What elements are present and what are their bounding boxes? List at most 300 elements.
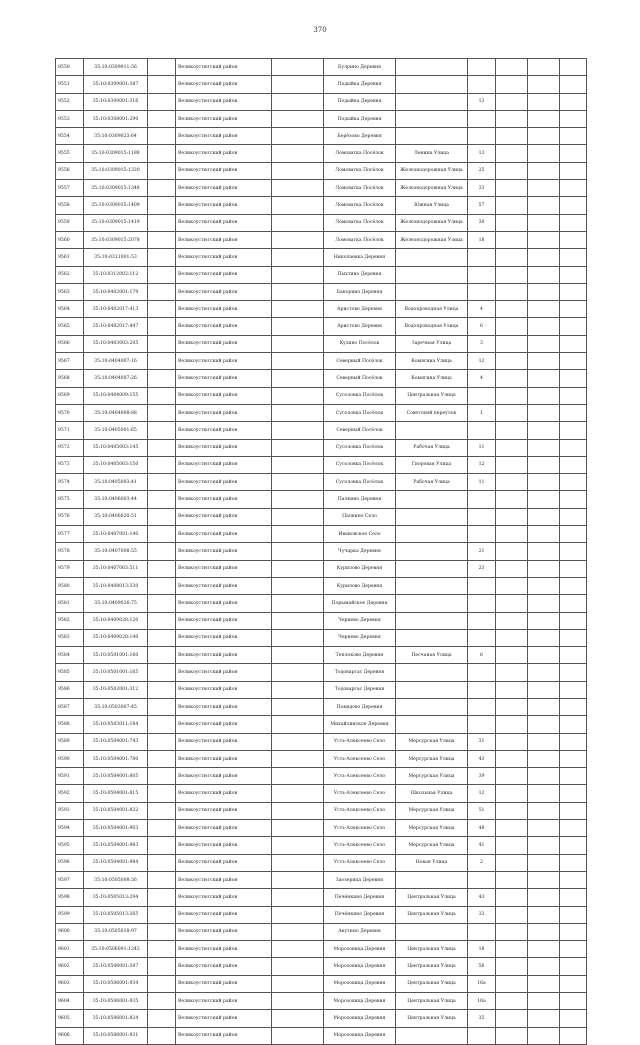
- empty-cell: [560, 733, 587, 750]
- empty-cell: [528, 353, 560, 370]
- empty-cell: [496, 733, 528, 750]
- empty-cell: [496, 543, 528, 560]
- district: Великоустюгский район: [176, 422, 272, 439]
- street: Комягина Улица: [396, 370, 468, 387]
- street: Гиоровая Улица: [396, 456, 468, 473]
- district: Великоустюгский район: [176, 162, 272, 179]
- empty-cell: [496, 560, 528, 577]
- empty-cell: [528, 837, 560, 854]
- house-number: [468, 491, 496, 508]
- empty-cell: [528, 802, 560, 819]
- district: Великоустюгский район: [176, 180, 272, 197]
- street: Заречная Улица: [396, 335, 468, 352]
- empty-cell: [496, 474, 528, 491]
- empty-cell: [496, 698, 528, 715]
- empty-cell: [148, 647, 176, 664]
- empty-cell: [528, 266, 560, 283]
- empty-cell: [528, 993, 560, 1010]
- table-row: [56, 820, 587, 837]
- row-number: 9571: [56, 422, 84, 439]
- house-number: [468, 698, 496, 715]
- empty-cell: [148, 456, 176, 473]
- row-number: 9564: [56, 301, 84, 318]
- empty-cell: [148, 439, 176, 456]
- empty-cell: [496, 716, 528, 733]
- empty-cell: [148, 733, 176, 750]
- street: Центральная Улица: [396, 958, 468, 975]
- settlement: Пыхтино Деревня: [324, 266, 396, 283]
- row-number: 9587: [56, 698, 84, 715]
- empty-cell: [272, 456, 324, 473]
- empty-cell: [528, 162, 560, 179]
- house-number: 51: [468, 802, 496, 819]
- empty-cell: [560, 180, 587, 197]
- empty-cell: [528, 283, 560, 300]
- settlement: Сусоловка Посёлок: [324, 439, 396, 456]
- empty-cell: [148, 353, 176, 370]
- empty-cell: [148, 162, 176, 179]
- empty-cell: [560, 93, 587, 110]
- empty-cell: [272, 595, 324, 612]
- empty-cell: [528, 923, 560, 940]
- cadastral-number: 35:10:0309015:1320: [84, 162, 148, 179]
- street: [396, 422, 468, 439]
- table-row: [56, 1027, 587, 1044]
- empty-cell: [148, 958, 176, 975]
- settlement: Бакорино Деревня: [324, 283, 396, 300]
- street: [396, 266, 468, 283]
- house-number: [468, 1027, 496, 1044]
- house-number: 11: [468, 474, 496, 491]
- house-number: [468, 871, 496, 888]
- cadastral-number: 35:10:0504001:984: [84, 854, 148, 871]
- empty-cell: [496, 802, 528, 819]
- empty-cell: [272, 906, 324, 923]
- district: Великоустюгский район: [176, 560, 272, 577]
- district: Великоустюгский район: [176, 993, 272, 1010]
- empty-cell: [560, 577, 587, 594]
- row-number: 9563: [56, 283, 84, 300]
- empty-cell: [148, 802, 176, 819]
- empty-cell: [560, 456, 587, 473]
- street: Центральная Улица: [396, 906, 468, 923]
- row-number: 9600: [56, 923, 84, 940]
- house-number: 18: [468, 941, 496, 958]
- house-number: [468, 110, 496, 127]
- table-row: [56, 318, 587, 335]
- house-number: 35: [468, 1010, 496, 1027]
- street: [396, 491, 468, 508]
- table-row: [56, 733, 587, 750]
- empty-cell: [148, 249, 176, 266]
- house-number: 12: [468, 456, 496, 473]
- table-row: [56, 335, 587, 352]
- house-number: 12: [468, 785, 496, 802]
- empty-cell: [528, 439, 560, 456]
- empty-cell: [496, 301, 528, 318]
- settlement: Николаевка Деревня: [324, 249, 396, 266]
- empty-cell: [148, 629, 176, 646]
- table-row: [56, 941, 587, 958]
- district: Великоустюгский район: [176, 283, 272, 300]
- table-row: [56, 854, 587, 871]
- settlement: Ломоватка Посёлок: [324, 231, 396, 248]
- cadastral-number: 35:10:0505008:56: [84, 871, 148, 888]
- empty-cell: [272, 768, 324, 785]
- district: Великоустюгский район: [176, 543, 272, 560]
- row-number: 9580: [56, 577, 84, 594]
- empty-cell: [496, 387, 528, 404]
- settlement: Порымайское Деревня: [324, 595, 396, 612]
- empty-cell: [148, 664, 176, 681]
- district: Великоустюгский район: [176, 404, 272, 421]
- empty-cell: [560, 543, 587, 560]
- street: [396, 681, 468, 698]
- empty-cell: [560, 941, 587, 958]
- district: Великоустюгский район: [176, 733, 272, 750]
- cadastral-number: 35:10:0504001:903: [84, 820, 148, 837]
- cadastral-number: 35:10:0505013:265: [84, 906, 148, 923]
- street: Железнодорожная Улица: [396, 214, 468, 231]
- table-row: [56, 283, 587, 300]
- row-number: 9584: [56, 647, 84, 664]
- empty-cell: [528, 145, 560, 162]
- settlement: Теплоково Деревня: [324, 647, 396, 664]
- street: Железнодорожная Улица: [396, 180, 468, 197]
- street: [396, 76, 468, 93]
- empty-cell: [528, 491, 560, 508]
- table-row: [56, 923, 587, 940]
- district: Великоустюгский район: [176, 318, 272, 335]
- empty-cell: [560, 301, 587, 318]
- house-number: [468, 283, 496, 300]
- settlement: Подыйка Деревня: [324, 93, 396, 110]
- empty-cell: [560, 145, 587, 162]
- empty-cell: [272, 716, 324, 733]
- empty-cell: [272, 301, 324, 318]
- empty-cell: [560, 768, 587, 785]
- cadastral-number: 35:10:0504001:805: [84, 768, 148, 785]
- house-number: 30: [468, 214, 496, 231]
- empty-cell: [272, 59, 324, 76]
- empty-cell: [272, 993, 324, 1010]
- empty-cell: [272, 889, 324, 906]
- street: [396, 526, 468, 543]
- district: Великоустюгский район: [176, 750, 272, 767]
- district: Великоустюгский район: [176, 802, 272, 819]
- cadastral-number: 35:10:0506001:931: [84, 1027, 148, 1044]
- district: Великоустюгский район: [176, 231, 272, 248]
- empty-cell: [560, 76, 587, 93]
- district: Великоустюгский район: [176, 629, 272, 646]
- settlement: Морозовица Деревня: [324, 1010, 396, 1027]
- table-row: [56, 266, 587, 283]
- empty-cell: [272, 283, 324, 300]
- house-number: 33: [468, 180, 496, 197]
- district: Великоустюгский район: [176, 439, 272, 456]
- empty-cell: [148, 560, 176, 577]
- row-number: 9550: [56, 59, 84, 76]
- table-row: [56, 889, 587, 906]
- empty-cell: [496, 231, 528, 248]
- table-row: [56, 180, 587, 197]
- district: Великоустюгский район: [176, 301, 272, 318]
- empty-cell: [560, 335, 587, 352]
- row-number: 9568: [56, 370, 84, 387]
- house-number: 23: [468, 560, 496, 577]
- table-row: [56, 145, 587, 162]
- registry-table: [55, 58, 587, 1045]
- empty-cell: [528, 249, 560, 266]
- empty-cell: [272, 76, 324, 93]
- settlement: Тодоваргас Деревня: [324, 681, 396, 698]
- table-row: [56, 871, 587, 888]
- district: Великоустюгский район: [176, 508, 272, 525]
- empty-cell: [560, 422, 587, 439]
- table-row: [56, 768, 587, 785]
- empty-cell: [560, 889, 587, 906]
- empty-cell: [148, 1010, 176, 1027]
- cadastral-number: 35:10:0506001:1243: [84, 941, 148, 958]
- empty-cell: [148, 180, 176, 197]
- row-number: 9576: [56, 508, 84, 525]
- empty-cell: [560, 59, 587, 76]
- row-number: 9595: [56, 837, 84, 854]
- settlement: Кузино Посёлок: [324, 335, 396, 352]
- row-number: 9579: [56, 560, 84, 577]
- row-number: 9591: [56, 768, 84, 785]
- empty-cell: [496, 595, 528, 612]
- row-number: 9551: [56, 76, 84, 93]
- empty-cell: [148, 370, 176, 387]
- settlement: Берёзово Деревня: [324, 128, 396, 145]
- row-number: 9565: [56, 318, 84, 335]
- empty-cell: [560, 110, 587, 127]
- empty-cell: [528, 335, 560, 352]
- empty-cell: [272, 508, 324, 525]
- empty-cell: [272, 128, 324, 145]
- empty-cell: [560, 595, 587, 612]
- empty-cell: [560, 266, 587, 283]
- row-number: 9567: [56, 353, 84, 370]
- district: Великоустюгский район: [176, 128, 272, 145]
- empty-cell: [496, 629, 528, 646]
- empty-cell: [272, 647, 324, 664]
- empty-cell: [560, 560, 587, 577]
- empty-cell: [560, 1027, 587, 1044]
- empty-cell: [560, 716, 587, 733]
- empty-cell: [272, 854, 324, 871]
- settlement: Подыйка Деревня: [324, 76, 396, 93]
- empty-cell: [496, 612, 528, 629]
- empty-cell: [560, 1010, 587, 1027]
- empty-cell: [496, 768, 528, 785]
- district: Великоустюгский район: [176, 197, 272, 214]
- settlement: Покидово Деревня: [324, 698, 396, 715]
- table-row: [56, 370, 587, 387]
- table-body: [56, 59, 587, 1045]
- table-row: [56, 993, 587, 1010]
- empty-cell: [148, 993, 176, 1010]
- empty-cell: [496, 664, 528, 681]
- empty-cell: [272, 318, 324, 335]
- row-number: 9593: [56, 802, 84, 819]
- house-number: 57: [468, 197, 496, 214]
- table-row: [56, 716, 587, 733]
- district: Великоустюгский район: [176, 664, 272, 681]
- district: Великоустюгский район: [176, 1027, 272, 1044]
- cadastral-number: 35:10:0501001:160: [84, 647, 148, 664]
- empty-cell: [496, 162, 528, 179]
- house-number: [468, 266, 496, 283]
- cadastral-number: 35:10:0504001:815: [84, 785, 148, 802]
- cadastral-number: 35:10:0309015:1409: [84, 197, 148, 214]
- house-number: 4: [468, 370, 496, 387]
- empty-cell: [528, 716, 560, 733]
- empty-cell: [496, 110, 528, 127]
- empty-cell: [560, 871, 587, 888]
- house-number: [468, 76, 496, 93]
- cadastral-number: 35:10:0309001:387: [84, 76, 148, 93]
- empty-cell: [272, 958, 324, 975]
- settlement: Ломоватка Посёлок: [324, 162, 396, 179]
- cadastral-number: 35:10:0403003:205: [84, 335, 148, 352]
- empty-cell: [560, 906, 587, 923]
- empty-cell: [148, 128, 176, 145]
- district: Великоустюгский район: [176, 93, 272, 110]
- empty-cell: [496, 283, 528, 300]
- settlement: Тодоваргас Деревня: [324, 664, 396, 681]
- house-number: 18: [468, 231, 496, 248]
- table-row: [56, 612, 587, 629]
- cadastral-number: 35:10:0402017:413: [84, 301, 148, 318]
- empty-cell: [272, 474, 324, 491]
- cadastral-number: 35:10:0504001:822: [84, 802, 148, 819]
- row-number: 9552: [56, 93, 84, 110]
- empty-cell: [560, 508, 587, 525]
- street: Мерсурская Улица: [396, 750, 468, 767]
- empty-cell: [272, 802, 324, 819]
- table-row: [56, 387, 587, 404]
- street: Комягина Улица: [396, 353, 468, 370]
- empty-cell: [560, 491, 587, 508]
- empty-cell: [272, 197, 324, 214]
- empty-cell: [496, 923, 528, 940]
- empty-cell: [528, 698, 560, 715]
- empty-cell: [528, 180, 560, 197]
- house-number: [468, 612, 496, 629]
- empty-cell: [528, 370, 560, 387]
- empty-cell: [560, 664, 587, 681]
- empty-cell: [496, 76, 528, 93]
- street: [396, 128, 468, 145]
- cadastral-number: 35:10:0505018:97: [84, 923, 148, 940]
- house-number: [468, 508, 496, 525]
- row-number: 9569: [56, 387, 84, 404]
- empty-cell: [496, 906, 528, 923]
- empty-cell: [272, 162, 324, 179]
- empty-cell: [148, 266, 176, 283]
- cadastral-number: 35:10:0309023:64: [84, 128, 148, 145]
- empty-cell: [148, 283, 176, 300]
- empty-cell: [528, 577, 560, 594]
- cadastral-number: 35:10:0501001:165: [84, 664, 148, 681]
- row-number: 9596: [56, 854, 84, 871]
- empty-cell: [272, 975, 324, 992]
- house-number: 56: [468, 958, 496, 975]
- settlement: Сусоловка Посёлок: [324, 456, 396, 473]
- house-number: [468, 526, 496, 543]
- empty-cell: [148, 59, 176, 76]
- settlement: Палкино Село: [324, 508, 396, 525]
- street: Центральная Улица: [396, 889, 468, 906]
- table-row: [56, 456, 587, 473]
- table-row: [56, 577, 587, 594]
- empty-cell: [560, 404, 587, 421]
- empty-cell: [496, 889, 528, 906]
- row-number: 9589: [56, 733, 84, 750]
- empty-cell: [528, 647, 560, 664]
- empty-cell: [496, 750, 528, 767]
- empty-cell: [528, 1010, 560, 1027]
- street: Водопроводная Улица: [396, 301, 468, 318]
- district: Великоустюгский район: [176, 526, 272, 543]
- empty-cell: [528, 595, 560, 612]
- row-number: 9594: [56, 820, 84, 837]
- house-number: [468, 716, 496, 733]
- house-number: [468, 681, 496, 698]
- empty-cell: [272, 266, 324, 283]
- empty-cell: [272, 526, 324, 543]
- house-number: [468, 595, 496, 612]
- street: [396, 59, 468, 76]
- empty-cell: [148, 197, 176, 214]
- settlement: Северный Посёлок: [324, 353, 396, 370]
- district: Великоустюгский район: [176, 820, 272, 837]
- empty-cell: [496, 249, 528, 266]
- house-number: 25: [468, 162, 496, 179]
- settlement: Сусоловка Посёлок: [324, 387, 396, 404]
- empty-cell: [528, 93, 560, 110]
- settlement: Ломоватка Посёлок: [324, 214, 396, 231]
- row-number: 9582: [56, 612, 84, 629]
- cadastral-number: 35:10:0408013:330: [84, 577, 148, 594]
- empty-cell: [496, 871, 528, 888]
- row-number: 9574: [56, 474, 84, 491]
- cadastral-number: 35:10:0309015:2078: [84, 231, 148, 248]
- empty-cell: [496, 647, 528, 664]
- row-number: 9590: [56, 750, 84, 767]
- settlement: Печёнкино Деревня: [324, 906, 396, 923]
- table-row: [56, 439, 587, 456]
- settlement: Подыйка Деревня: [324, 110, 396, 127]
- street: [396, 716, 468, 733]
- empty-cell: [528, 871, 560, 888]
- cadastral-number: 35:10:0404008:88: [84, 404, 148, 421]
- row-number: 9558: [56, 197, 84, 214]
- street: Железнодорожная Улица: [396, 231, 468, 248]
- street: [396, 1027, 468, 1044]
- settlement: Чучарка Деревня: [324, 543, 396, 560]
- empty-cell: [148, 889, 176, 906]
- row-number: 9559: [56, 214, 84, 231]
- empty-cell: [272, 820, 324, 837]
- empty-cell: [272, 491, 324, 508]
- page-number: 370: [313, 26, 327, 34]
- empty-cell: [272, 93, 324, 110]
- row-number: 9562: [56, 266, 84, 283]
- cadastral-number: 35:10:0308001:290: [84, 110, 148, 127]
